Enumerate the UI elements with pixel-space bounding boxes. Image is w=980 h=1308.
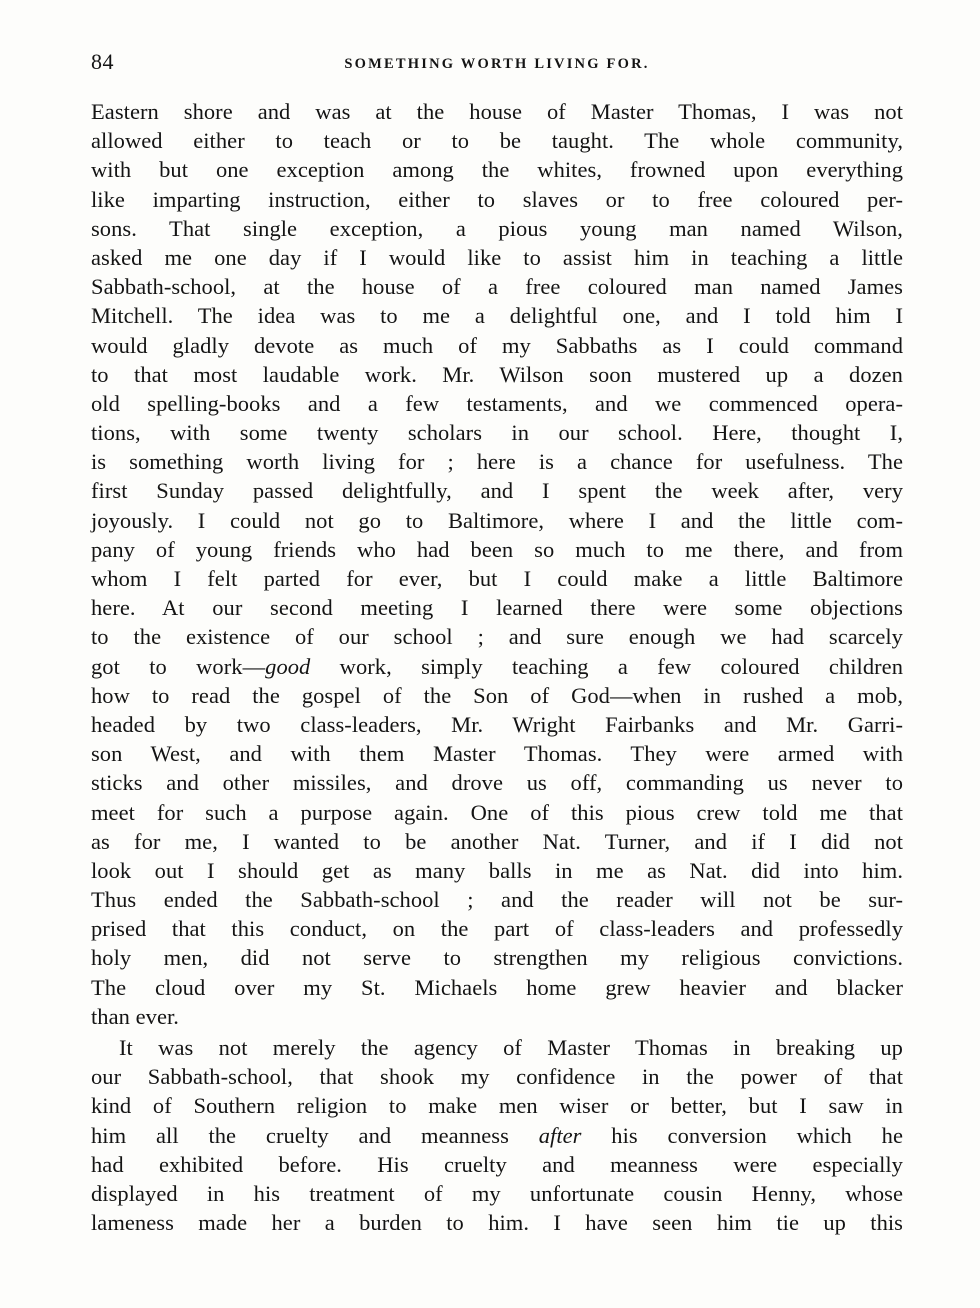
text-line: is something worth living for ; here is a chance for usefulness. The — [91, 449, 903, 475]
text-line: as for me, I wanted to be another Nat. Turner, and if I did not — [91, 828, 903, 854]
text-line: lameness made her a burden to him. I have seen him tie up this — [91, 1210, 903, 1236]
text-line: son West, and with them Master Thomas. They were armed with — [91, 741, 903, 767]
text-line: prised that this conduct, on the part of class-leaders and professedly — [91, 916, 903, 942]
text-line: holy men, did not serve to strengthen my religious convictions. — [91, 945, 903, 971]
text-line: our Sabbath-school, that shook my confidence in the power of that — [91, 1064, 903, 1090]
text-line: with but one exception among the whites, frowned upon everything — [91, 157, 903, 183]
text-line: kind of Southern religion to make men wiser or better, but I saw in — [91, 1093, 903, 1119]
text-line: would gladly devote as much of my Sabbaths as I could command — [91, 332, 903, 358]
running-title: SOMETHING WORTH LIVING FOR. — [344, 56, 650, 72]
text-line: had exhibited before. His cruelty and meanness were especially — [91, 1151, 903, 1177]
text-line: than ever. — [91, 1003, 179, 1029]
text-line: The cloud over my St. Michaels home grew heavier and blacker — [91, 974, 903, 1000]
text-line: joyously. I could not go to Baltimore, where I and the little com- — [91, 507, 903, 533]
text-line: meet for such a purpose again. One of this pious crew told me that — [91, 799, 903, 825]
text-line: him all the cruelty and meanness after his conversion which he — [91, 1122, 904, 1148]
text-line: sons. That single exception, a pious young man named Wilson, — [91, 215, 903, 241]
text-line: how to read the gospel of the Son of God—when in rushed a mob, — [91, 682, 903, 708]
text-line: got to work—good work, simply teaching a few coloured children — [91, 653, 904, 679]
italic-emphasis: good — [265, 653, 311, 679]
text-line: to the existence of our school ; and sure enough we had scarcely — [91, 624, 903, 650]
text-line: allowed either to teach or to be taught. The whole community, — [91, 128, 903, 154]
text-line: first Sunday passed delightfully, and I spent the week after, very — [91, 478, 903, 504]
text-line: It was not merely the agency of Master Thomas in breaking up — [119, 1035, 903, 1060]
page-number: 84 — [91, 49, 114, 74]
text-line: here. At our second meeting I learned there were some objections — [91, 595, 903, 621]
italic-emphasis: after — [538, 1122, 582, 1148]
text-line: pany of young friends who had been so much to me there, and from — [91, 536, 903, 562]
text-line: whom I felt parted for ever, but I could make a little Baltimore — [91, 566, 903, 591]
text-line: headed by two class-leaders, Mr. Wright Fairbanks and Mr. Garri- — [91, 711, 903, 737]
text-line: tions, with some twenty scholars in our school. Here, thought I, — [91, 420, 903, 446]
page-header — [91, 48, 903, 78]
text-line: Mitchell. The idea was to me a delightful one, and I told him I — [91, 303, 903, 329]
text-line: to that most laudable work. Mr. Wilson soon mustered up a dozen — [91, 361, 903, 387]
text-line: displayed in his treatment of my unfortunate cousin Henny, whose — [91, 1180, 903, 1206]
text-line: asked me one day if I would like to assist him in teaching a little — [91, 244, 903, 270]
text-line: sticks and other missiles, and drove us off, commanding us never to — [91, 770, 903, 796]
text-line: Sabbath-school, at the house of a free coloured man named James — [91, 274, 903, 300]
text-line: old spelling-books and a few testaments, and we commenced opera- — [91, 390, 903, 416]
body-text — [91, 97, 903, 1237]
text-line: Thus ended the Sabbath-school ; and the reader will not be sur- — [91, 887, 903, 913]
text-line: like imparting instruction, either to slaves or to free coloured per- — [91, 186, 903, 212]
text-line: Eastern shore and was at the house of Master Thomas, I was not — [91, 99, 903, 124]
text-line: look out I should get as many balls in me as Nat. did into him. — [91, 857, 903, 883]
